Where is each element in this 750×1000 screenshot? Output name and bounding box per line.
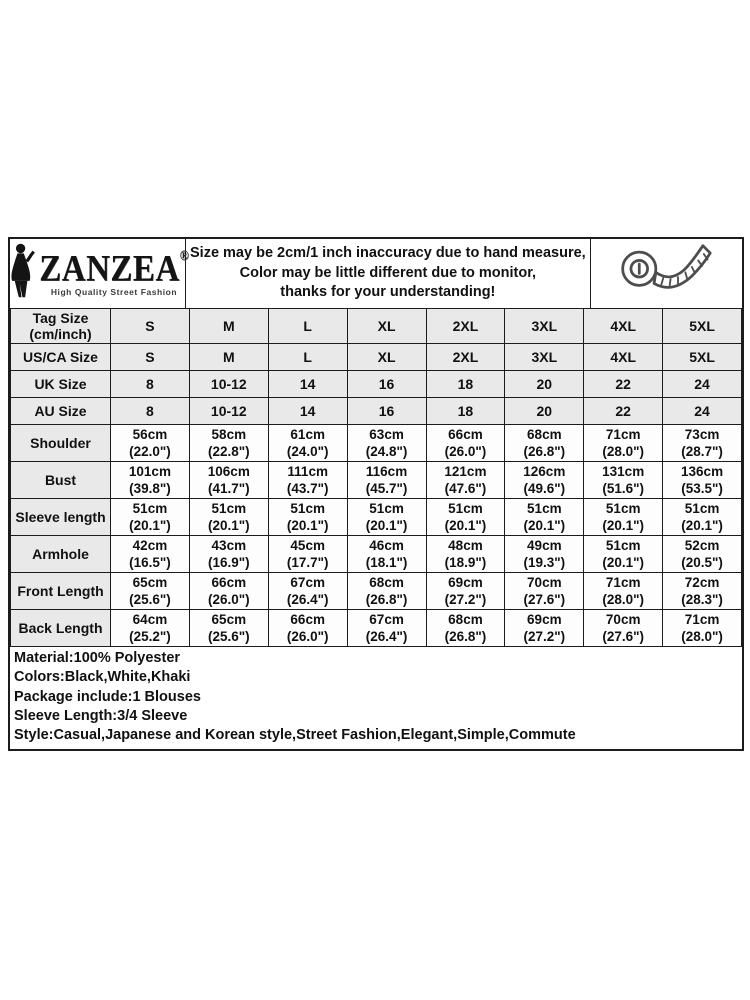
detail-line: Package include:1 Blouses <box>14 688 201 705</box>
size-cell: 2XL <box>426 309 505 344</box>
measure-row <box>11 610 742 647</box>
size-cell: XL <box>347 344 426 371</box>
size-cell: 16 <box>347 398 426 425</box>
size-cell: 10-12 <box>189 371 268 398</box>
measure-cell: 66cm (26.0") <box>189 573 268 610</box>
detail-line: Material:100% Polyester <box>14 650 181 666</box>
size-cell: S <box>111 309 190 344</box>
row-label: UK Size <box>11 371 111 398</box>
measure-cell: 68cm (26.8") <box>426 610 505 647</box>
measure-cell: 116cm (45.7") <box>347 462 426 499</box>
size-cell: XL <box>347 309 426 344</box>
measure-cell: 106cm (41.7") <box>189 462 268 499</box>
measure-cell: 73cm (28.7") <box>663 425 742 462</box>
measure-cell: 51cm (20.1") <box>426 499 505 536</box>
measure-cell: 43cm (16.9") <box>189 536 268 573</box>
notice-line: thanks for your understanding! <box>280 284 496 301</box>
size-table <box>10 308 742 647</box>
measure-cell: 71cm (28.0") <box>663 610 742 647</box>
measure-cell: 49cm (19.3") <box>505 536 584 573</box>
row-label: Front Length <box>11 573 111 610</box>
size-cell: 22 <box>584 398 663 425</box>
size-cell: 5XL <box>663 344 742 371</box>
size-table-body <box>11 309 742 647</box>
measure-cell: 48cm (18.9") <box>426 536 505 573</box>
size-cell: 18 <box>426 398 505 425</box>
row-label: Bust <box>11 462 111 499</box>
measurement-notice <box>186 239 591 308</box>
size-cell: 3XL <box>505 344 584 371</box>
size-row <box>11 371 742 398</box>
measure-cell: 45cm (17.7") <box>268 536 347 573</box>
brand-name: ZANZEA® <box>39 247 189 289</box>
header <box>10 239 742 308</box>
size-cell: L <box>268 309 347 344</box>
size-row <box>11 344 742 371</box>
measure-cell: 58cm (22.8") <box>189 425 268 462</box>
measure-cell: 126cm (49.6") <box>505 462 584 499</box>
notice-line: Color may be little different due to monitor, <box>239 264 537 281</box>
measure-cell: 51cm (20.1") <box>347 499 426 536</box>
detail-line: Colors:Black,White,Khaki <box>14 669 191 686</box>
size-cell: 14 <box>268 371 347 398</box>
size-cell: 14 <box>268 398 347 425</box>
measure-cell: 51cm (20.1") <box>111 499 190 536</box>
size-cell: 16 <box>347 371 426 398</box>
product-details <box>10 647 742 749</box>
measure-cell: 51cm (20.1") <box>663 499 742 536</box>
size-cell: 4XL <box>584 344 663 371</box>
size-cell: 8 <box>111 398 190 425</box>
measure-cell: 131cm (51.6") <box>584 462 663 499</box>
measure-cell: 65cm (25.6") <box>111 573 190 610</box>
size-cell: M <box>189 309 268 344</box>
woman-silhouette-icon <box>6 243 37 304</box>
measure-cell: 71cm (28.0") <box>584 573 663 610</box>
detail-line: Sleeve Length:3/4 Sleeve <box>14 707 188 724</box>
measure-cell: 46cm (18.1") <box>347 536 426 573</box>
size-cell: L <box>268 344 347 371</box>
measuring-tape-icon <box>606 242 726 306</box>
row-label: US/CA Size <box>11 344 111 371</box>
measure-row <box>11 573 742 610</box>
measure-cell: 68cm (26.8") <box>347 573 426 610</box>
size-cell: 18 <box>426 371 505 398</box>
measure-cell: 63cm (24.8") <box>347 425 426 462</box>
size-cell: 4XL <box>584 309 663 344</box>
notice-line: Size may be 2cm/1 inch inaccuracy due to hand measure, <box>190 245 586 262</box>
measure-cell: 69cm (27.2") <box>505 610 584 647</box>
registered-mark: ® <box>179 247 189 264</box>
size-cell: 20 <box>505 371 584 398</box>
row-label: Back Length <box>11 610 111 647</box>
size-cell: 10-12 <box>189 398 268 425</box>
measure-cell: 70cm (27.6") <box>584 610 663 647</box>
measure-cell: 65cm (25.6") <box>189 610 268 647</box>
size-cell: 24 <box>663 371 742 398</box>
size-cell: M <box>189 344 268 371</box>
measure-cell: 51cm (20.1") <box>505 499 584 536</box>
measure-cell: 71cm (28.0") <box>584 425 663 462</box>
size-cell: 20 <box>505 398 584 425</box>
size-cell: S <box>111 344 190 371</box>
measure-row <box>11 536 742 573</box>
row-label: Shoulder <box>11 425 111 462</box>
measure-cell: 70cm (27.6") <box>505 573 584 610</box>
measure-cell: 69cm (27.2") <box>426 573 505 610</box>
size-row <box>11 309 742 344</box>
measure-cell: 68cm (26.8") <box>505 425 584 462</box>
size-cell: 8 <box>111 371 190 398</box>
size-cell: 2XL <box>426 344 505 371</box>
measure-cell: 66cm (26.0") <box>268 610 347 647</box>
size-chart-box <box>8 237 744 751</box>
size-cell: 22 <box>584 371 663 398</box>
size-row <box>11 398 742 425</box>
row-label: Tag Size (cm/inch) <box>11 309 111 344</box>
measure-cell: 61cm (24.0") <box>268 425 347 462</box>
measure-cell: 72cm (28.3") <box>663 573 742 610</box>
measure-row <box>11 425 742 462</box>
size-cell: 3XL <box>505 309 584 344</box>
measure-cell: 64cm (25.2") <box>111 610 190 647</box>
measure-cell: 51cm (20.1") <box>584 499 663 536</box>
measure-cell: 66cm (26.0") <box>426 425 505 462</box>
measure-cell: 101cm (39.8") <box>111 462 190 499</box>
measure-cell: 121cm (47.6") <box>426 462 505 499</box>
detail-line: Style:Casual,Japanese and Korean style,Street Fashion,Elegant,Simple,Commute <box>14 727 576 744</box>
row-label: Armhole <box>11 536 111 573</box>
size-cell: 5XL <box>663 309 742 344</box>
measure-cell: 111cm (43.7") <box>268 462 347 499</box>
measure-cell: 67cm (26.4") <box>347 610 426 647</box>
measure-cell: 52cm (20.5") <box>663 536 742 573</box>
row-label: Sleeve length <box>11 499 111 536</box>
measure-cell: 42cm (16.5") <box>111 536 190 573</box>
brand-tagline: High Quality Street Fashion <box>50 286 178 297</box>
size-cell: 24 <box>663 398 742 425</box>
brand-logo <box>10 239 189 308</box>
brand-logo-text <box>39 247 189 297</box>
measure-cell: 136cm (53.5") <box>663 462 742 499</box>
measure-cell: 51cm (20.1") <box>189 499 268 536</box>
measure-row <box>11 462 742 499</box>
row-label: AU Size <box>11 398 111 425</box>
measure-cell: 56cm (22.0") <box>111 425 190 462</box>
measure-cell: 51cm (20.1") <box>268 499 347 536</box>
tape-icon-cell <box>591 239 742 308</box>
measure-cell: 67cm (26.4") <box>268 573 347 610</box>
measure-row <box>11 499 742 536</box>
measure-cell: 51cm (20.1") <box>584 536 663 573</box>
